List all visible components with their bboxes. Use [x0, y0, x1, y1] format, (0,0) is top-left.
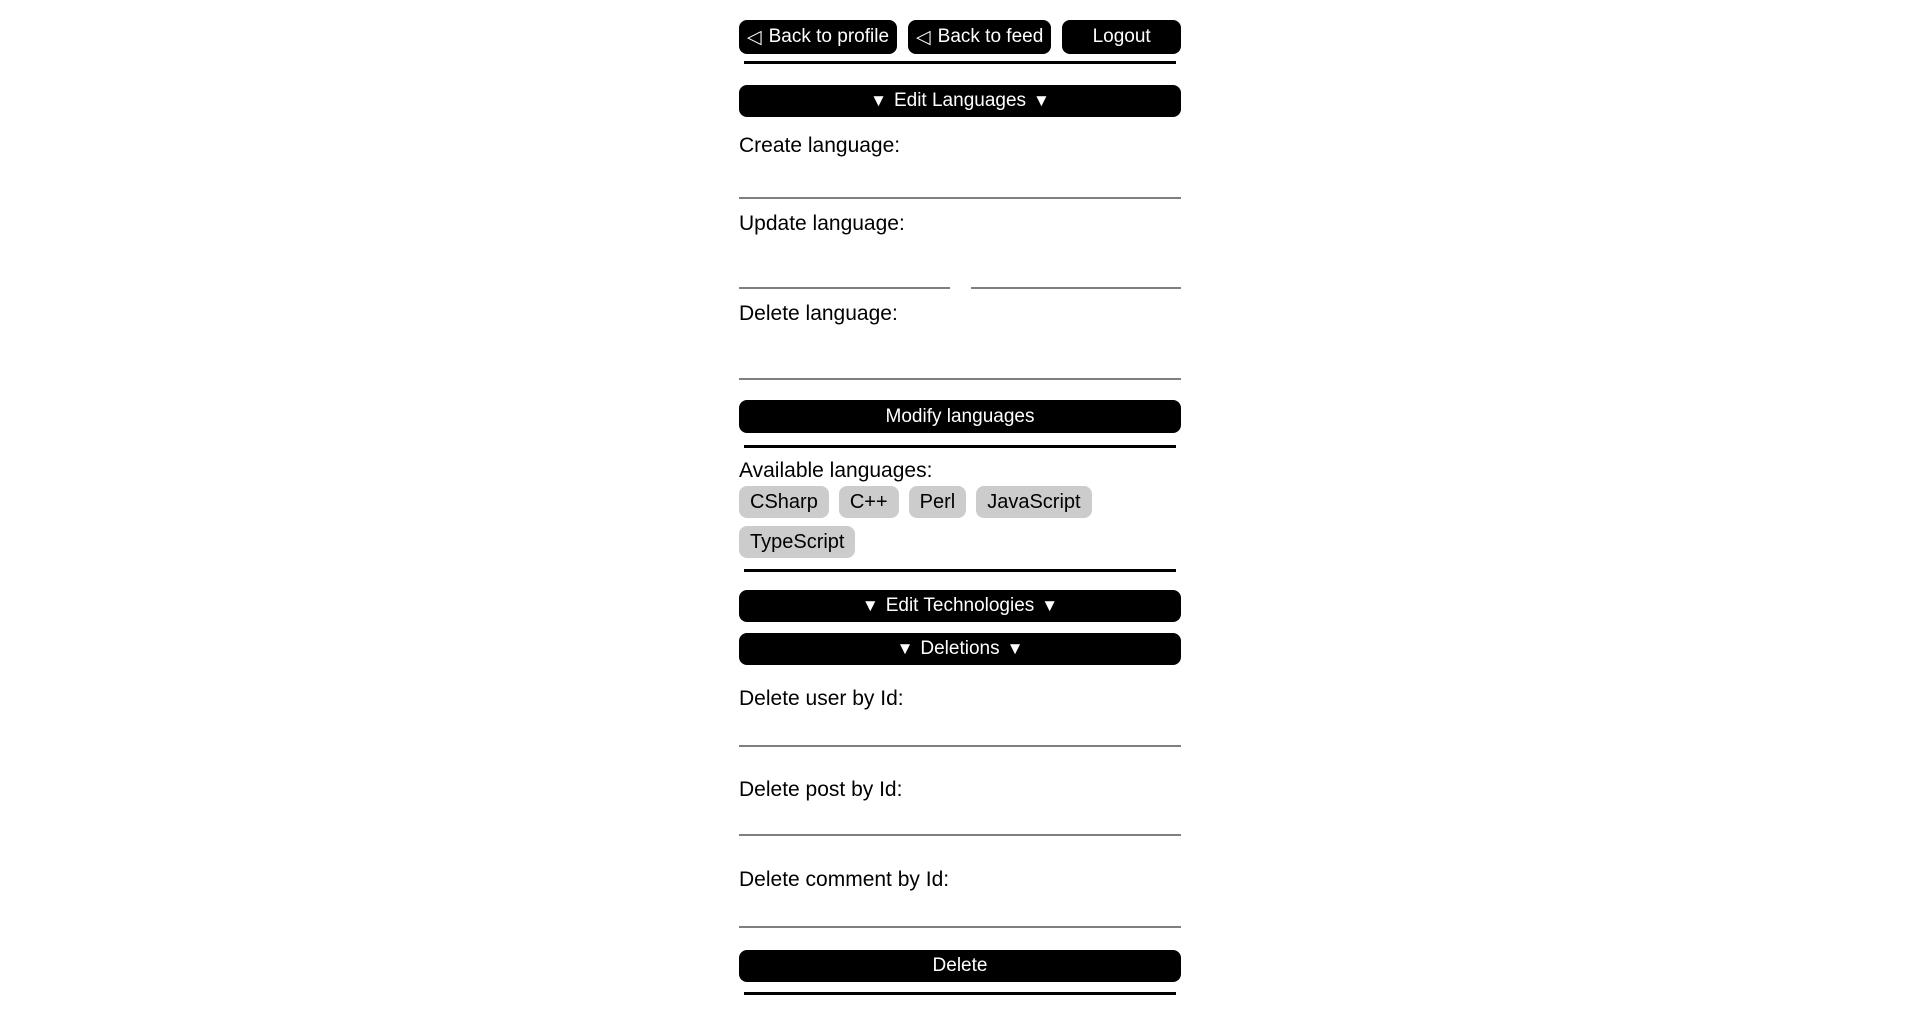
- delete-language-label: Delete language:: [739, 302, 898, 325]
- edit-technologies-toggle[interactable]: [739, 590, 1181, 622]
- back-triangle-icon: ◁: [747, 26, 762, 48]
- back-to-profile-label: Back to profile: [768, 26, 890, 47]
- header-buttons: [739, 20, 1181, 54]
- delete-button-label: Delete: [932, 955, 988, 976]
- header-divider: [744, 61, 1176, 64]
- available-languages-list: [739, 486, 1181, 558]
- deletions-toggle[interactable]: [739, 633, 1181, 665]
- available-languages-divider: [744, 569, 1176, 572]
- delete-language-input-wrap: [739, 341, 1181, 380]
- language-tag[interactable]: Perl: [909, 486, 967, 518]
- update-language-to-input[interactable]: [971, 251, 1182, 289]
- back-to-feed-label: Back to feed: [937, 26, 1044, 47]
- edit-technologies-toggle-label: Edit Technologies: [885, 595, 1035, 616]
- create-language-input[interactable]: [739, 159, 1181, 199]
- delete-comment-label: Delete comment by Id:: [739, 868, 950, 891]
- edit-languages-toggle-label: Edit Languages: [893, 90, 1027, 111]
- delete-comment-input[interactable]: [739, 893, 1181, 928]
- caret-down-icon: ▼: [861, 596, 879, 615]
- caret-down-icon: ▼: [1041, 596, 1059, 615]
- deletions-divider: [744, 992, 1176, 995]
- caret-down-icon: ▼: [870, 91, 887, 110]
- update-language-label: Update language:: [739, 212, 905, 235]
- language-tag[interactable]: CSharp: [739, 486, 829, 518]
- edit-languages-toggle[interactable]: [739, 85, 1181, 117]
- caret-down-icon: ▼: [1033, 91, 1050, 110]
- language-tag[interactable]: JavaScript: [976, 486, 1091, 518]
- delete-button[interactable]: [739, 950, 1181, 982]
- caret-down-icon: ▼: [896, 639, 914, 658]
- create-language-label: Create language:: [739, 134, 901, 157]
- delete-post-input[interactable]: [739, 803, 1181, 836]
- caret-down-icon: ▼: [1006, 639, 1024, 658]
- modify-languages-label: Modify languages: [885, 405, 1035, 427]
- available-languages-label: Available languages:: [739, 459, 933, 482]
- delete-user-label: Delete user by Id:: [739, 687, 904, 710]
- delete-user-input[interactable]: [739, 712, 1181, 747]
- logout-button[interactable]: [1062, 20, 1181, 54]
- deletions-toggle-label: Deletions: [920, 638, 1000, 659]
- delete-post-label: Delete post by Id:: [739, 778, 903, 801]
- logout-label: Logout: [1092, 26, 1151, 47]
- language-tag[interactable]: C++: [839, 486, 899, 518]
- admin-panel: [739, 0, 1181, 1012]
- back-to-feed-button[interactable]: [908, 20, 1051, 54]
- update-language-inputs: [739, 251, 1181, 289]
- languages-divider: [744, 445, 1176, 448]
- back-to-profile-button[interactable]: [739, 20, 897, 54]
- back-triangle-icon: ◁: [916, 26, 931, 48]
- delete-language-input[interactable]: [739, 341, 1181, 380]
- language-tag[interactable]: TypeScript: [739, 526, 855, 558]
- modify-languages-button[interactable]: [739, 400, 1181, 433]
- update-language-from-input[interactable]: [739, 251, 950, 289]
